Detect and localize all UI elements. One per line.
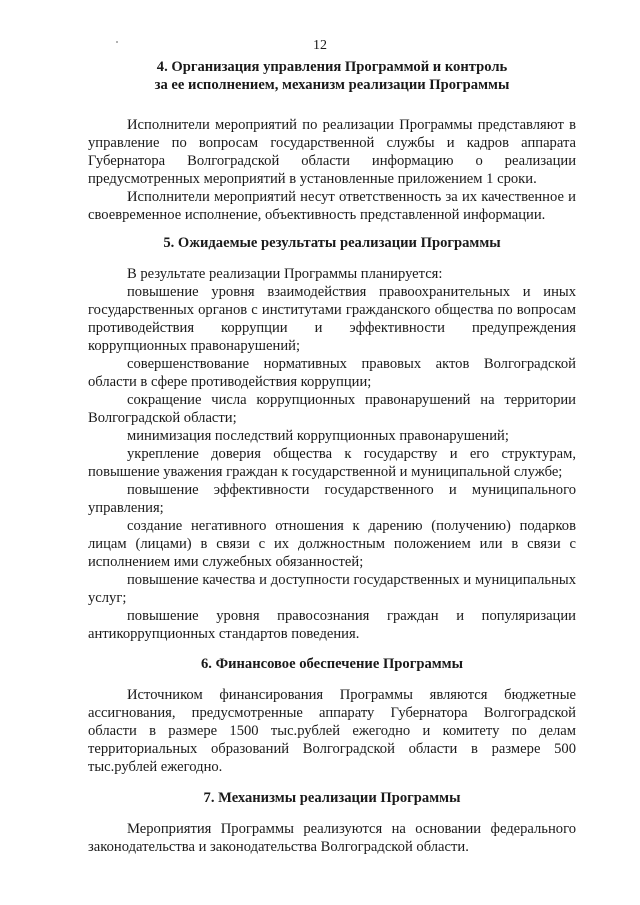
list-item: повышение уровня правосознания граждан и популяризации антикоррупционных стандартов поведения. — [88, 608, 576, 642]
section-heading-6: 6. Финансовое обеспечение Программы — [200, 656, 464, 672]
section-heading-4-line: 4. Организация управления Программой и контроль за ее исполнением, механизм реализации Программы — [154, 59, 510, 93]
paragraph: Исполнители мероприятий несут ответственность за их качественное и своевременное исполнение, объективность представленной информации. — [88, 189, 576, 223]
list-item: повышение уровня взаимодействия правоохранительных и иных государственных органов с институтами гражданского общества по вопросам противодействия коррупции и эффективности предупреждения коррупционных правонарушений; — [88, 284, 576, 354]
list-item: создание негативного отношения к дарению (получению) подарков лицам (лицами) в связи с их должностным положением или в связи с исполнением ими служебных обязанностей; — [88, 518, 576, 570]
list-item: повышение качества и доступности государственных и муниципальных услуг; — [88, 572, 576, 606]
list-item: минимизация последствий коррупционных правонарушений; — [127, 428, 509, 444]
section-heading-7: 7. Механизмы реализации Программы — [203, 790, 461, 806]
list-item: сокращение числа коррупционных правонарушений на территории Волгоградской области; — [88, 392, 576, 426]
section-heading-4 — [88, 58, 576, 94]
page-number: 12 — [313, 38, 327, 53]
section-heading-5: 5. Ожидаемые результаты реализации Программы — [163, 235, 501, 251]
list-item: укрепление доверия общества к государству и его структурам, повышение уважения граждан к государственной и муниципальной службе; — [88, 446, 576, 480]
paragraph: Источником финансирования Программы являются бюджетные ассигнования, предусмотренные аппарату Губернатора Волгоградской области в размере 1500 тыс.рублей ежегодно и комитету по делам территориальных образований Волгоградской области в размере 500 тыс.рублей ежегодно. — [88, 687, 576, 775]
paragraph: Исполнители мероприятий по реализации Программы представляют в управление по вопросам государственной службы и кадров аппарата Губернатора Волгоградской области информацию о реализации предусмотренных мероприятий в установленные приложением 1 сроки. — [88, 117, 576, 187]
paragraph: Мероприятия Программы реализуются на основании федерального законодательства и законодательства Волгоградской области. — [88, 821, 576, 855]
paragraph: В результате реализации Программы планируется: — [127, 266, 443, 282]
list-item: совершенствование нормативных правовых актов Волгоградской области в сфере противодействия коррупции; — [88, 356, 576, 390]
document-body — [88, 58, 576, 856]
list-item: повышение эффективности государственного и муниципального управления; — [88, 482, 576, 516]
